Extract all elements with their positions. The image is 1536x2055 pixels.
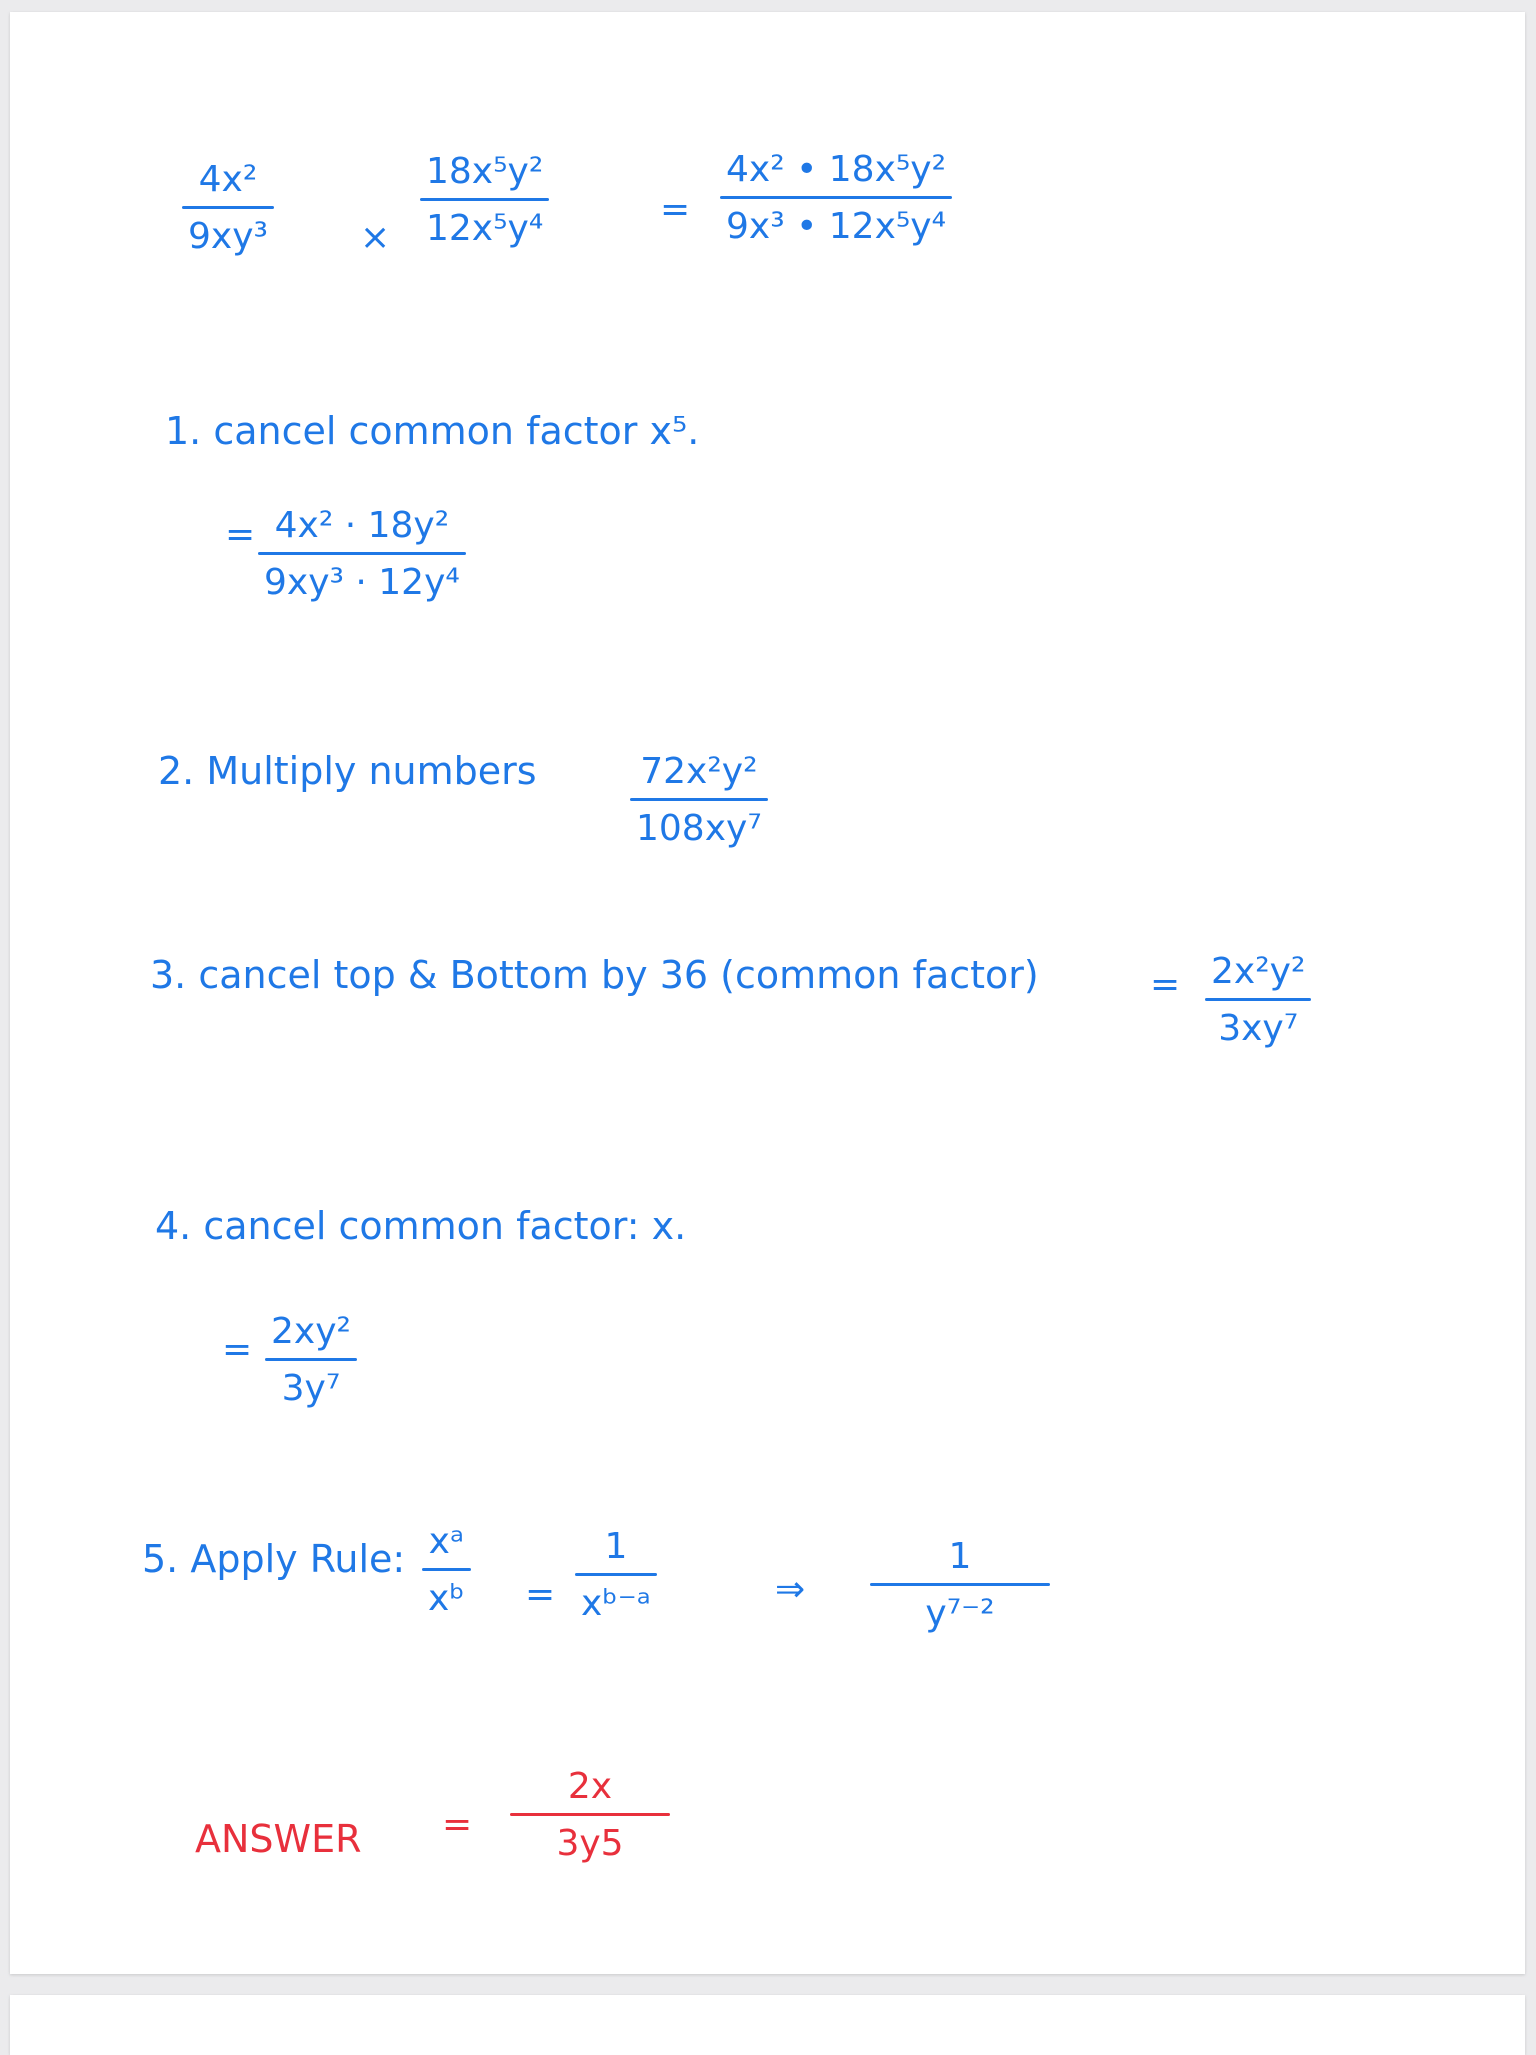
fraction-bar — [575, 1573, 657, 1576]
fraction-bar — [870, 1583, 1050, 1586]
step2-denominator: 108xy⁷ — [636, 807, 762, 849]
times-sign: × — [360, 217, 391, 258]
answer-result — [510, 1767, 670, 1863]
answer-equals: = — [442, 1804, 473, 1845]
rule-right-denominator: xᵇ⁻ᵃ — [581, 1582, 651, 1624]
fraction-bar — [258, 552, 466, 555]
step4-result — [265, 1312, 357, 1408]
problem-combined-denominator: 9x³ • 12x⁵y⁴ — [726, 205, 947, 247]
next-page-edge — [10, 1995, 1525, 2055]
step3-equals: = — [1150, 964, 1181, 1005]
fraction-bar — [182, 206, 274, 209]
problem-combined — [720, 150, 952, 246]
fraction-bar — [510, 1813, 670, 1816]
step2-text: 2. Multiply numbers — [158, 749, 537, 793]
step5-rule-left — [422, 1522, 471, 1618]
step2-result — [630, 752, 768, 848]
fraction-bar — [265, 1358, 357, 1361]
fraction-bar — [422, 1568, 471, 1571]
step1-result — [258, 506, 466, 602]
answer-numerator: 2x — [567, 1766, 613, 1807]
step5-rule-right — [575, 1527, 657, 1623]
answer-label: ANSWER — [195, 1817, 362, 1861]
step5-applied — [870, 1537, 1050, 1633]
notebook-page — [10, 12, 1525, 1974]
fraction-bar — [630, 798, 768, 801]
fraction-bar — [420, 198, 549, 201]
step4-equals: = — [222, 1329, 253, 1370]
step1-denominator: 9xy³ · 12y⁴ — [264, 561, 460, 603]
step4-denominator: 3y⁷ — [281, 1367, 341, 1409]
step4-text: 4. cancel common factor: x. — [155, 1204, 687, 1248]
problem-term1-denominator: 9xy³ — [188, 215, 268, 257]
problem-term2 — [420, 152, 549, 248]
step5-text: 5. Apply Rule: — [142, 1537, 406, 1581]
step1-text: 1. cancel common factor x⁵. — [165, 409, 700, 453]
answer-denominator: 3y5 — [556, 1822, 624, 1864]
applied-denominator: y⁷⁻² — [925, 1592, 995, 1634]
applied-numerator: 1 — [948, 1536, 972, 1577]
step2-numerator: 72x²y² — [640, 751, 758, 792]
problem-term1-numerator: 4x² — [198, 159, 258, 200]
problem-term1 — [182, 160, 274, 256]
rule-left-numerator: xᵃ — [428, 1521, 465, 1562]
fraction-bar — [720, 196, 952, 199]
rule-right-numerator: 1 — [604, 1526, 628, 1567]
step3-result — [1205, 952, 1311, 1048]
equals-sign: = — [660, 189, 691, 230]
step1-numerator: 4x² · 18y² — [274, 505, 450, 546]
step3-denominator: 3xy⁷ — [1218, 1007, 1299, 1049]
step1-equals: = — [225, 514, 256, 555]
step5-equals: = — [525, 1574, 556, 1615]
problem-term2-numerator: 18x⁵y² — [426, 151, 544, 192]
implies-arrow: ⇒ — [775, 1569, 806, 1610]
problem-combined-numerator: 4x² • 18x⁵y² — [726, 149, 947, 190]
problem-term2-denominator: 12x⁵y⁴ — [426, 207, 544, 249]
rule-left-denominator: xᵇ — [428, 1577, 465, 1619]
step3-numerator: 2x²y² — [1211, 951, 1306, 992]
step4-numerator: 2xy² — [271, 1311, 351, 1352]
step3-text: 3. cancel top & Bottom by 36 (common factor) — [150, 953, 1039, 997]
fraction-bar — [1205, 998, 1311, 1001]
